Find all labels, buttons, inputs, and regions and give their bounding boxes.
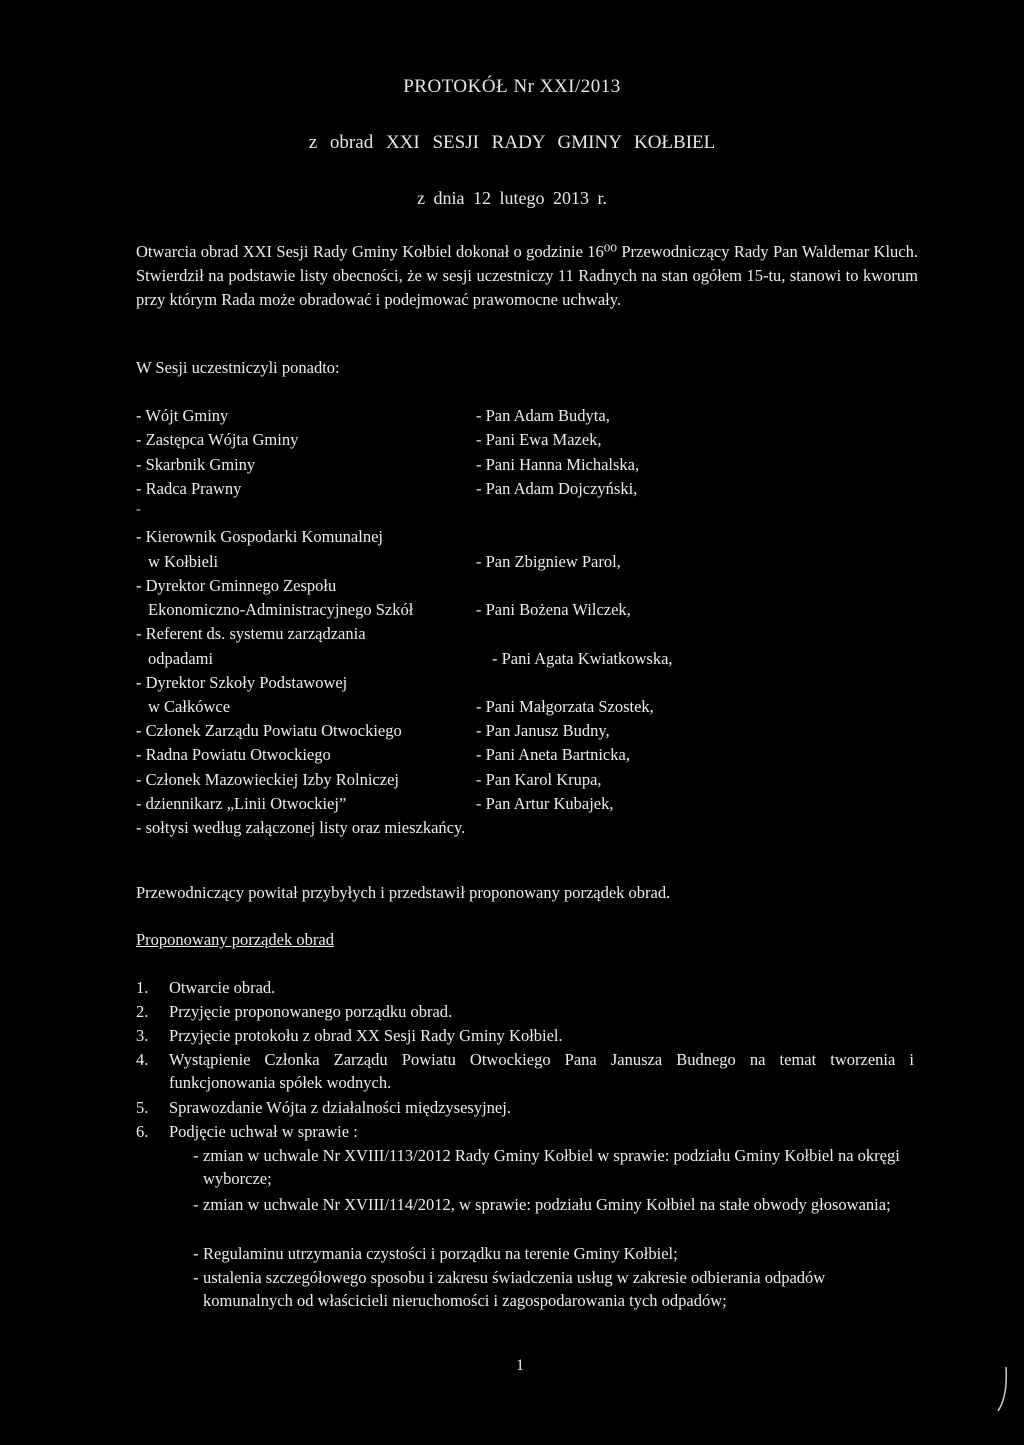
- attendee-person: - Pan Adam Dojczyński,: [476, 479, 638, 498]
- agenda-item-text: Otwarcie obrad.: [169, 978, 276, 997]
- agenda-item-text: Wystąpienie Członka Zarządu Powiatu Otwockiego Pana Janusza Budnego na temat tworzenia i funkcjonowania spółek wodnych.: [169, 1050, 914, 1092]
- attendee-role: - Radca Prawny: [136, 479, 242, 498]
- agenda-item-number: 2.: [136, 1002, 149, 1021]
- attendee-person: - Pan Adam Budyta,: [476, 406, 610, 425]
- attendee-role: - Wójt Gminy: [136, 406, 229, 425]
- subitem-dash: -: [193, 1244, 199, 1263]
- attendee-role: - Radna Powiatu Otwockiego: [136, 745, 331, 764]
- opening-paragraph: Otwarcia obrad XXI Sesji Rady Gminy Kołbiel dokonał o godzinie 16⁰⁰ Przewodniczący Rady Pan Waldemar Kluch. Stwierdził na podstawie listy obecności, że w sesji uczestniczy 11 Radnych na stan ogółem 15-tu, stanowi to kworum przy którym Rada może obradować i podejmować prawomocne uchwały.: [136, 242, 918, 309]
- attendee-role: w Kołbieli: [148, 552, 219, 571]
- subitem-dash: -: [193, 1195, 199, 1214]
- attendee-role: - Członek Mazowieckiej Izby Rolniczej: [136, 770, 399, 789]
- attendee-role: - Referent ds. systemu zarządzania: [136, 624, 366, 643]
- attendee-person: - Pani Bożena Wilczek,: [476, 600, 631, 619]
- attendee-role: - Dyrektor Szkoły Podstawowej: [136, 673, 348, 692]
- agenda-item-text: Przyjęcie proponowanego porządku obrad.: [169, 1002, 453, 1021]
- subitem-text: Regulaminu utrzymania czystości i porządku na terenie Gminy Kołbiel;: [203, 1244, 678, 1263]
- agenda-heading: Proponowany porządek obrad: [136, 930, 334, 949]
- subitem-dash: -: [193, 1268, 199, 1287]
- attendee-person: - Pani Ewa Mazek,: [476, 430, 602, 449]
- document-subtitle: z obrad XXI SESJI RADY GMINY KOŁBIEL: [308, 132, 716, 153]
- agenda-item-number: 6.: [136, 1122, 149, 1141]
- attendee-role: - dziennikarz „Linii Otwockiej”: [136, 794, 347, 813]
- attendee-role: odpadami: [148, 649, 214, 668]
- attendee-person: - Pan Janusz Budny,: [476, 721, 610, 740]
- agenda-item-number: 1.: [136, 978, 149, 997]
- attendee-role: - Dyrektor Gminnego Zespołu: [136, 576, 337, 595]
- subitem-text: zmian w uchwale Nr XVIII/114/2012, w sprawie: podziału Gminy Kołbiel na stałe obwody głosowania;: [203, 1195, 891, 1214]
- attendee-person: - Pani Małgorzata Szostek,: [476, 697, 654, 716]
- agenda-item-number: 3.: [136, 1026, 149, 1045]
- document-date: z dnia 12 lutego 2013 r.: [417, 188, 607, 208]
- scan-edge-mark: [994, 1365, 1010, 1415]
- attendee-person: - Pan Artur Kubajek,: [476, 794, 614, 813]
- document-title: PROTOKÓŁ Nr XXI/2013: [403, 76, 621, 97]
- attendee-role: Ekonomiczno-Administracyjnego Szkół: [148, 600, 414, 619]
- attendee-role: - Członek Zarządu Powiatu Otwockiego: [136, 721, 402, 740]
- attendees-heading: W Sesji uczestniczyli ponadto:: [136, 358, 340, 377]
- welcome-paragraph: Przewodniczący powitał przybyłych i przedstawił proponowany porządek obrad.: [136, 883, 671, 902]
- agenda-item-number: 5.: [136, 1098, 149, 1117]
- attendee-person: - Pan Karol Krupa,: [476, 770, 602, 789]
- attendee-person: - Pani Agata Kwiatkowska,: [492, 649, 673, 668]
- attendee-person: - Pani Hanna Michalska,: [476, 455, 640, 474]
- subitem-text: ustalenia szczegółowego sposobu i zakresu świadczenia usług w zakresie odbierania odpadów komunalnych od właścicieli nieruchomości i zagospodarowania tych odpadów;: [203, 1268, 826, 1310]
- attendee-role: - Skarbnik Gminy: [136, 455, 256, 474]
- attendee-role: - Kierownik Gospodarki Komunalnej: [136, 527, 383, 546]
- subitem-text: zmian w uchwale Nr XVIII/113/2012 Rady Gminy Kołbiel w sprawie: podziału Gminy Kołbiel na okręgi wyborcze;: [203, 1146, 900, 1188]
- page-number: 1: [516, 1357, 524, 1374]
- attendee-person: - Pan Zbigniew Parol,: [476, 552, 621, 571]
- agenda-item-text: Podjęcie uchwał w sprawie :: [169, 1122, 358, 1141]
- agenda-item-number: 4.: [136, 1050, 149, 1069]
- subitem-dash: -: [193, 1146, 199, 1165]
- agenda-item-text: Przyjęcie protokołu z obrad XX Sesji Rady Gminy Kołbiel.: [169, 1026, 563, 1045]
- attendee-role: - Zastępca Wójta Gminy: [136, 430, 299, 449]
- attendee-role: - sołtysi według załączonej listy oraz mieszkańcy.: [136, 818, 466, 837]
- stray-mark: -: [136, 502, 141, 517]
- attendee-person: - Pani Aneta Bartnicka,: [476, 745, 630, 764]
- attendee-role: w Całkówce: [148, 697, 231, 716]
- agenda-item-text: Sprawozdanie Wójta z działalności międzysesyjnej.: [169, 1098, 511, 1117]
